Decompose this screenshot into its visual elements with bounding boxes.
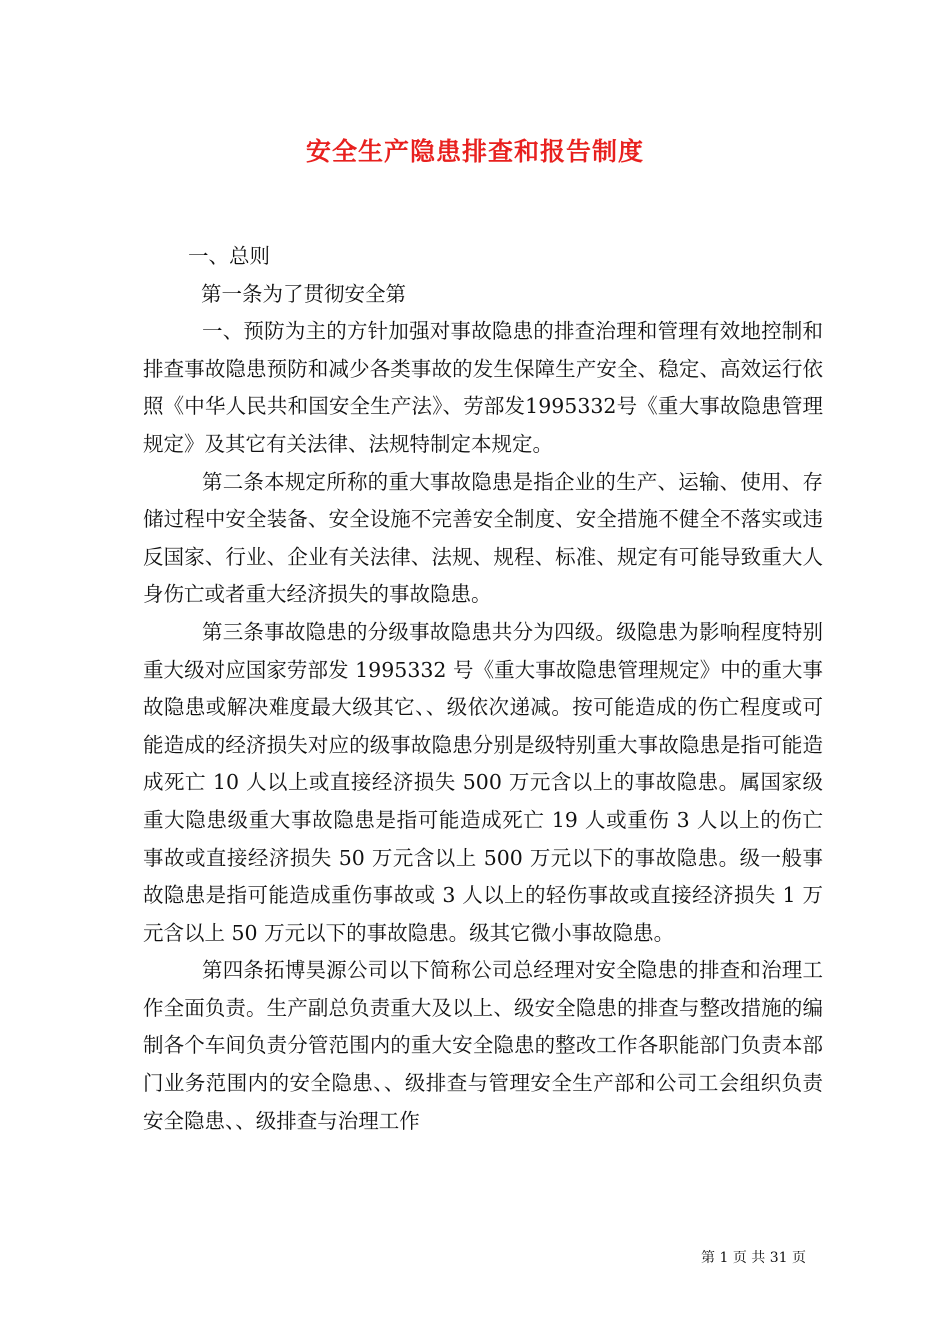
paragraph: 第三条事故隐患的分级事故隐患共分为四级。级隐患为影响程度特别重大级对应国家劳部发 1995332 号《重大事故隐患管理规定》中的重大事故隐患或解决难度最大级其它、、级依次递减。按可能造成的伤亡程度或可能造成的经济损失对应的级事故隐患分别是级特别重大事故隐患是指可能造成死亡 10 人以上或直接经济损失 500 万元含以上的事故隐患。属国家级重大隐患级重大事故隐患是指可能造成死亡 19 人或重伤 3 人以上的伤亡事故或直接经济损失 50 万元含以上 500 万元以下的事故隐患。级一般事故隐患是指可能造成重伤事故或 3 人以上的轻伤事故或直接经济损失 1 万元含以上 50 万元以下的事故隐患。级其它微小事故隐患。 xyxy=(143,619,823,945)
paragraph: 一、预防为主的方针加强对事故隐患的排查治理和管理有效地控制和排查事故隐患预防和减少各类事故的发生保障生产安全、稳定、高效运行依照《中华人民共和国安全生产法》、劳部发1995332号《重大事故隐患管理规定》及其它有关法律、法规特制定本规定。 xyxy=(143,319,823,456)
document-title: 安全生产隐患排查和报告制度 xyxy=(305,137,644,166)
article-1-intro: 第一条为了贯彻安全第 xyxy=(201,281,406,306)
section-heading: 一、总则 xyxy=(188,244,270,268)
page-number-footer: 第 1 页 共 31 页 xyxy=(701,1250,806,1266)
paragraph: 第二条本规定所称的重大事故隐患是指企业的生产、运输、使用、存储过程中安全装备、安全设施不完善安全制度、安全措施不健全不落实或违反国家、行业、企业有关法律、法规、规程、标准、规定有可能导致重大人身伤亡或者重大经济损失的事故隐患。 xyxy=(143,469,823,607)
document-body xyxy=(143,238,823,1140)
paragraph: 第四条拓博昊源公司以下简称公司总经理对安全隐患的排查和治理工作全面负责。生产副总负责重大及以上、级安全隐患的排查与整改措施的编制各个车间负责分管范围内的重大安全隐患的整改工作各职能部门负责本部门业务范围内的安全隐患、、级排查与管理安全生产部和公司工会组织负责安全隐患、、级排查与治理工作 xyxy=(143,958,823,1133)
